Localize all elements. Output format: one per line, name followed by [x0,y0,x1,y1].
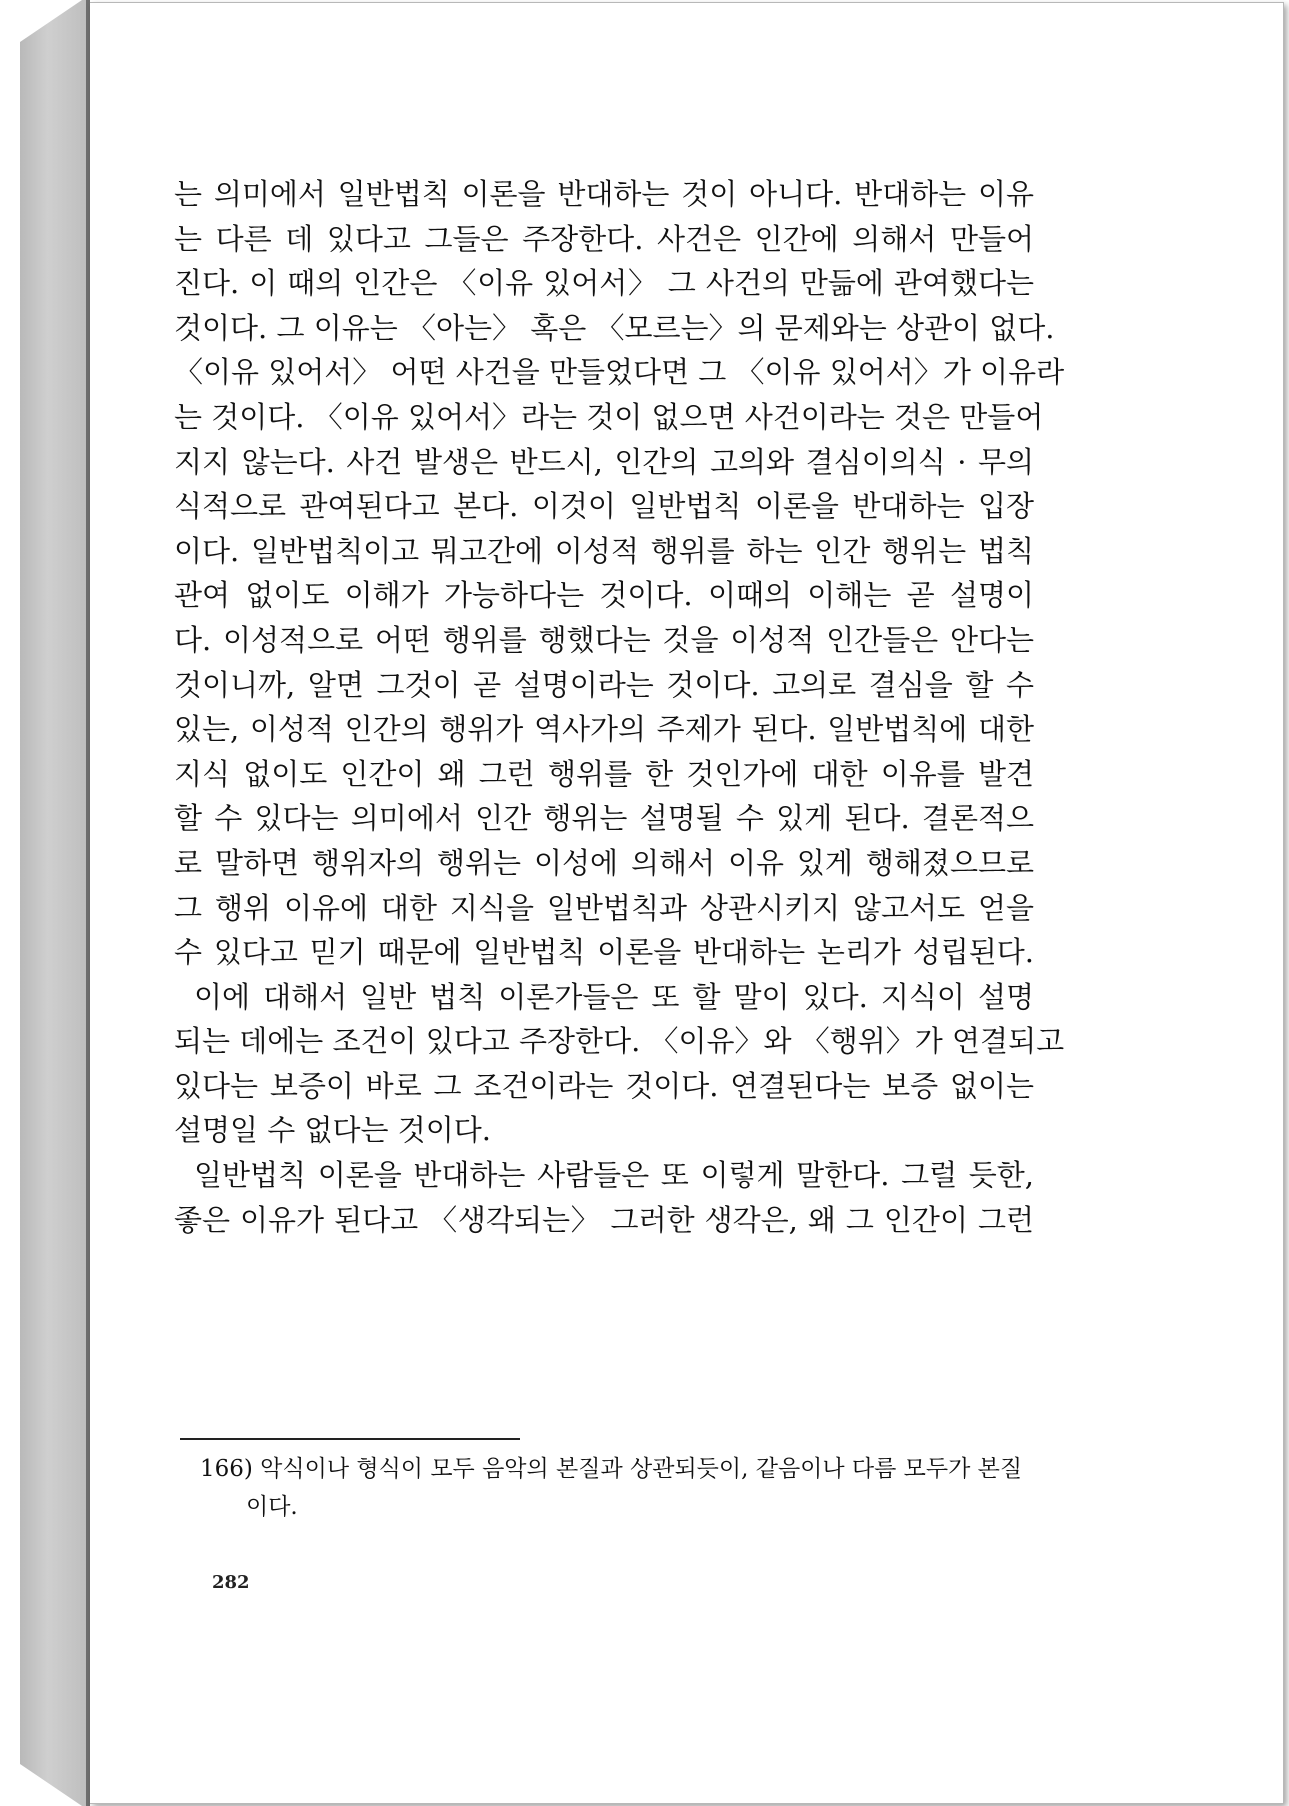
body-line: 는 의미에서 일반법칙 이론을 반대하는 것이 아니다. 반대하는 이유 [174,177,1034,211]
body-line: 할 수 있다는 의미에서 인간 행위는 설명될 수 있게 된다. 결론적으 [174,801,1034,836]
body-line: 일반법칙 이론을 반대하는 사람들은 또 이렇게 말한다. 그럴 듯한, [194,1158,1034,1193]
body-line: 지식 없이도 인간이 왜 그런 행위를 한 것인가에 대한 이유를 발견 [174,756,1034,791]
body-line: 설명일 수 없다는 것이다. [174,1113,492,1148]
body-line: 것이니까, 알면 그것이 곧 설명이라는 것이다. 고의로 결심을 할 수 [174,667,1034,702]
body-line: 그 행위 이유에 대한 지식을 일반법칙과 상관시키지 않고서도 얻을 [174,890,1034,925]
footnote-rule [180,1438,520,1440]
body-line: 되는 데에는 조건이 있다고 주장한다. 〈이유〉와 〈행위〉가 연결되고 [174,1024,1065,1059]
body-line: 관여 없이도 이해가 가능하다는 것이다. 이때의 이해는 곧 설명이 [174,578,1034,613]
body-line: 〈이유 있어서〉 어떤 사건을 만들었다면 그 〈이유 있어서〉가 이유라 [174,355,1065,390]
footnote-line: 166) 악식이나 형식이 모두 음악의 본질과 상관되듯이, 같음이나 다름 모두가 본질 [200,1456,1023,1482]
body-line: 지지 않는다. 사건 발생은 반드시, 인간의 고의와 결심이의식 · 무의 [174,444,1034,479]
body-line: 식적으로 관여된다고 본다. 이것이 일반법칙 이론을 반대하는 입장 [174,489,1034,524]
body-line: 는 것이다. 〈이유 있어서〉라는 것이 없으면 사건이라는 것은 만들어 [174,399,1044,434]
page-number: 282 [212,1572,250,1593]
body-line: 진다. 이 때의 인간은 〈이유 있어서〉 그 사건의 만듦에 관여했다는 [174,266,1034,301]
body-line: 있는, 이성적 인간의 행위가 역사가의 주제가 된다. 일반법칙에 대한 [174,712,1034,747]
body-line: 이다. 일반법칙이고 뭐고간에 이성적 행위를 하는 인간 행위는 법칙 [174,533,1034,568]
body-line: 좋은 이유가 된다고 〈생각되는〉 그러한 생각은, 왜 그 인간이 그런 [174,1202,1034,1237]
body-line: 로 말하면 행위자의 행위는 이성에 의해서 이유 있게 행해졌으므로 [174,845,1034,880]
body-line: 있다는 보증이 바로 그 조건이라는 것이다. 연결된다는 보증 없이는 [174,1068,1034,1103]
footnote-line: 이다. [246,1494,298,1520]
body-line: 수 있다고 믿기 때문에 일반법칙 이론을 반대하는 논리가 성립된다. [174,935,1034,970]
footnote [200,1450,1036,1526]
book-spine [20,0,90,1806]
body-line: 것이다. 그 이유는 〈아는〉 혹은 〈모르는〉의 문제와는 상관이 없다. [174,310,1055,345]
body-line: 이에 대해서 일반 법칙 이론가들은 또 할 말이 있다. 지식이 설명 [194,979,1034,1014]
body-text [174,172,1065,1242]
body-line: 는 다른 데 있다고 그들은 주장한다. 사건은 인간에 의해서 만들어 [174,221,1034,256]
body-line: 다. 이성적으로 어떤 행위를 행했다는 것을 이성적 인간들은 안다는 [174,622,1034,657]
